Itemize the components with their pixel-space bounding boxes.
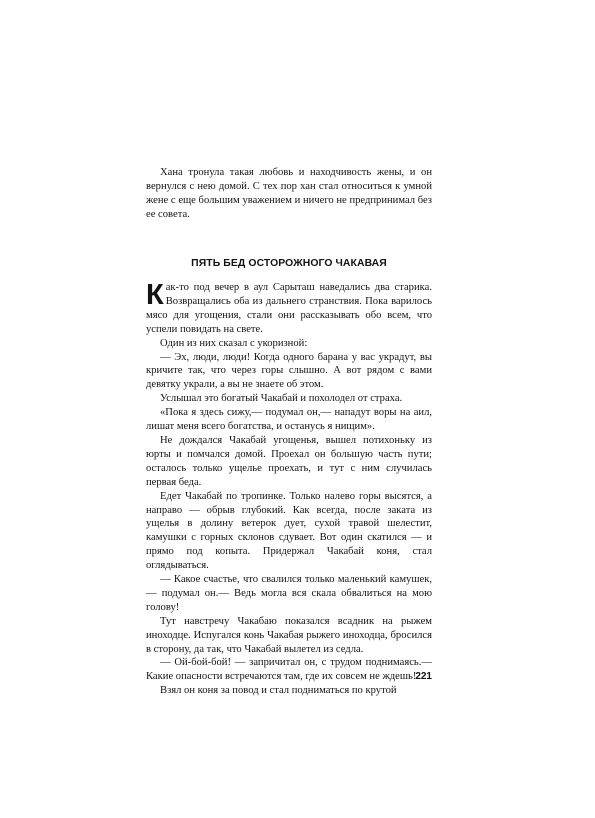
story-paragraph: Один из них сказал с укоризной: [160,337,308,349]
story-paragraph: Взял он коня за повод и стал подниматься по крутой [160,685,397,697]
story-paragraph: «Пока я здесь сижу,— подумал он,— нападут воры на аил, лишат меня всего богатства, и останусь я нищим». [146,407,432,433]
story-paragraph: — Какое счастье, что свалился только маленький камушек,— подумал он.— Ведь могла вся скала обвалиться на мою голову! [146,574,432,613]
story-paragraph: Услышал это богатый Чакабай и похолодел от страха. [160,393,403,405]
page-number: 221 [415,671,432,682]
story-paragraph [146,281,432,337]
story-paragraph: — Эх, люди, люди! Когда одного барана у вас украдут, вы кричите так, что через горы слышно. А вот рядом с вами девятку украли, а вы не знаете об этом. [146,351,432,391]
intro-text [146,166,432,222]
story-paragraph: Не дождался Чакабай угощенья, вышел потихоньку из юрты и помчался домой. Проехал он большую часть пути; осталось только ущелье проехать, и тут с ним случилась первая беда. [146,434,432,488]
drop-cap: К [146,279,164,311]
story-text [146,281,432,698]
story-paragraph-text: ак-то под вечер в аул Сарыташ наведались два старика. Возвращались оба из дальнего странствия. Пока варилось мясо для угощения, стали они рассказывать обо всем, что успели повидать на свете. [146,282,432,335]
story-paragraph: — Ой-бой-бой! — запричитал он, с трудом поднимаясь.— Какие опасности встречаются там, где их совсем не ждешь! [146,657,432,683]
story-title: ПЯТЬ БЕД ОСТОРОЖНОГО ЧАКАВАЯ [191,258,387,269]
story-paragraph: Тут навстречу Чакабаю показался всадник на рыжем иноходце. Испугался конь Чакабая рыжего иноходца, бросился в сторону, да так, что Чакабай вылетел из седла. [146,615,432,655]
intro-paragraph: Хана тронула такая любовь и находчивость жены, и он вернулся с нею домой. С тех пор хан стал относиться к умной жене с еще большим уважением и ничего не предпринимал без ее совета. [146,167,432,220]
story-paragraph: Едет Чакабай по тропинке. Только налево горы высятся, а направо — обрыв глубокий. Как всегда, после заката из ущелья в долину ветерок дует, сухой травой шелестит, камушки с горных склонов сдувает. Вот один скатился — и прямо под копыта. Придержал Чакабай коня, стал оглядываться. [146,490,432,572]
